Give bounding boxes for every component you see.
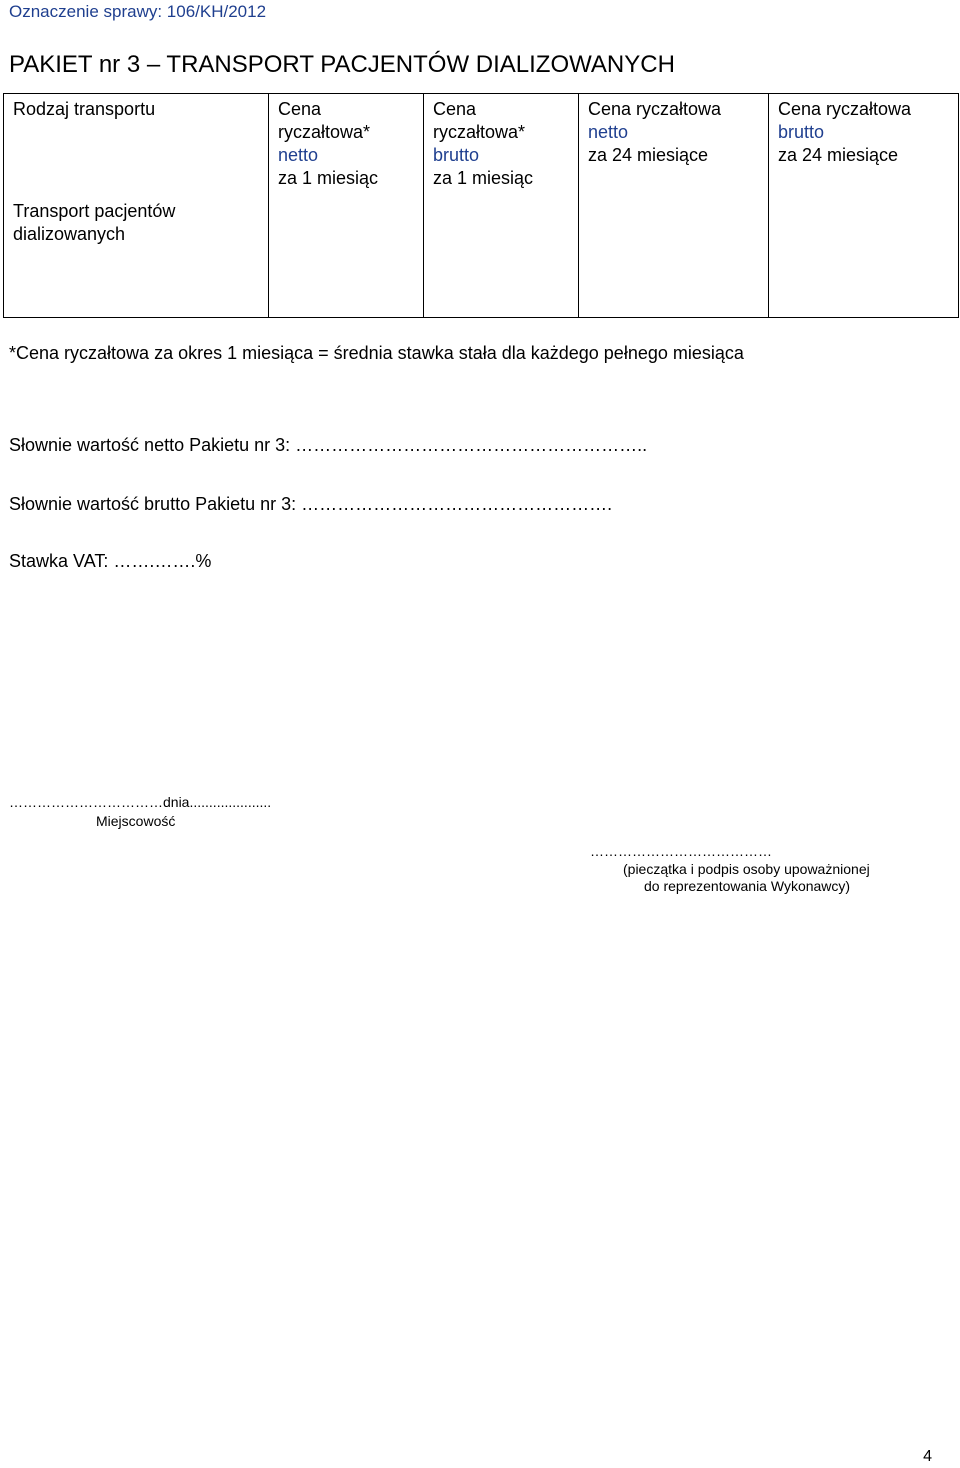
header-line: ryczałtowa* — [433, 122, 526, 142]
header-gross-month — [424, 94, 579, 318]
signature-label: do reprezentowania Wykonawcy) — [644, 878, 851, 894]
header-net-month — [269, 94, 424, 318]
header-line: za 24 miesiące — [588, 145, 709, 165]
net-value-in-words[interactable]: Słownie wartość netto Pakietu nr 3: ………………………………………………….. — [9, 435, 648, 455]
header-line: ryczałtowa* — [278, 122, 371, 142]
header-transport-type: Rodzaj transportu — [4, 94, 269, 196]
page-number: 4 — [923, 1448, 932, 1465]
header-line: Cena — [278, 99, 322, 119]
header-line: za 1 miesiąc — [433, 168, 534, 188]
case-reference: Oznaczenie sprawy: 106/KH/2012 — [9, 2, 267, 21]
header-line: Cena ryczałtowa — [778, 99, 912, 119]
signature-label: (pieczątka i podpis osoby upoważnionej — [623, 861, 870, 877]
header-line: brutto — [433, 145, 480, 165]
header-line: Cena ryczałtowa — [588, 99, 722, 119]
header-gross-24 — [769, 94, 959, 318]
vat-rate[interactable]: Stawka VAT: …….…….% — [9, 551, 212, 571]
pricing-table — [3, 93, 959, 318]
row-transport-label: Transport pacjentów dializowanych — [4, 196, 269, 318]
header-line: netto — [278, 145, 319, 165]
header-line: netto — [588, 122, 629, 142]
price-footnote: *Cena ryczałtowa za okres 1 miesiąca = średnia stawka stała dla każdego pełnego miesiąca — [9, 343, 744, 363]
signature-line[interactable]: ………………………………… — [590, 843, 772, 859]
place-label: Miejscowość — [96, 813, 176, 829]
header-line: za 1 miesiąc — [278, 168, 379, 188]
header-net-24 — [579, 94, 769, 318]
gross-value-in-words[interactable]: Słownie wartość brutto Pakietu nr 3: ……………………………………………. — [9, 494, 613, 514]
place-date-line[interactable]: ……………………………dnia..................... — [9, 794, 272, 810]
header-line: za 24 miesiące — [778, 145, 899, 165]
table-header-row — [4, 94, 959, 196]
header-line: brutto — [778, 122, 825, 142]
header-line: Cena — [433, 99, 477, 119]
document-title: PAKIET nr 3 – TRANSPORT PACJENTÓW DIALIZOWANYCH — [9, 51, 675, 78]
